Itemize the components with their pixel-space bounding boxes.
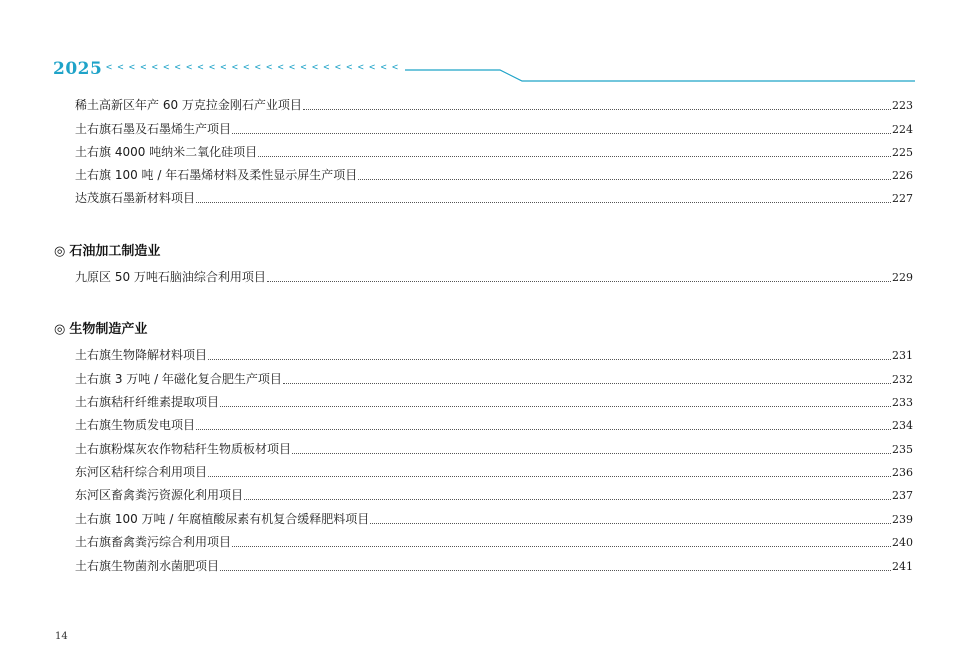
page-header	[0, 56, 972, 86]
dot-leader	[370, 522, 891, 524]
dot-leader	[208, 475, 891, 477]
toc-entry[interactable]	[75, 96, 913, 114]
toc-entry-title: 土右旗石墨及石墨烯生产项目	[75, 122, 232, 136]
dot-leader	[196, 428, 891, 430]
section-heading	[54, 318, 147, 337]
dot-leader	[244, 498, 891, 500]
toc-entry-title: 稀土高新区年产 60 万克拉金刚石产业项目	[75, 98, 302, 112]
dot-leader	[196, 201, 891, 203]
section-mark-icon: ◎	[54, 244, 66, 259]
dot-leader	[283, 382, 891, 384]
toc-entry-page: 239	[892, 513, 913, 526]
toc-entry[interactable]	[75, 143, 913, 161]
toc-entry[interactable]	[75, 463, 913, 481]
toc-entry-page: 235	[892, 443, 913, 456]
dot-leader	[232, 132, 891, 134]
toc-entry-title: 土右旗 100 吨 / 年石墨烯材料及柔性显示屏生产项目	[75, 168, 358, 182]
toc-entry-page: 231	[892, 349, 913, 362]
dot-leader	[220, 405, 891, 407]
toc-entry-title: 土右旗畜禽粪污综合利用项目	[75, 535, 232, 549]
year-label: 2025	[53, 59, 103, 79]
toc-entry-page: 234	[892, 419, 913, 432]
toc-entry-page: 226	[892, 169, 913, 182]
toc-entry[interactable]	[75, 533, 913, 551]
toc-entry[interactable]	[75, 120, 913, 138]
dot-leader	[232, 545, 891, 547]
dot-leader	[292, 452, 891, 454]
toc-entry[interactable]	[75, 393, 913, 411]
toc-entry-title: 东河区秸秆综合利用项目	[75, 465, 208, 479]
dot-leader	[358, 178, 891, 180]
toc-entry-page: 223	[892, 99, 913, 112]
section-heading-text: 石油加工制造业	[69, 244, 161, 259]
dot-leader	[208, 358, 891, 360]
toc-entry[interactable]	[75, 557, 913, 575]
toc-entry-title: 土右旗生物降解材料项目	[75, 348, 208, 362]
toc-entry-page: 227	[892, 192, 913, 205]
dot-leader	[220, 569, 891, 571]
toc-entry[interactable]	[75, 370, 913, 388]
dot-leader	[303, 108, 891, 110]
toc-entry-page: 237	[892, 489, 913, 502]
toc-entry-page: 225	[892, 146, 913, 159]
toc-entry[interactable]	[75, 346, 913, 364]
toc-entry-title: 土右旗生物菌剂水菌肥项目	[75, 559, 220, 573]
toc-entry-page: 241	[892, 560, 913, 573]
toc-entry-page: 240	[892, 536, 913, 549]
toc-entry-page: 233	[892, 396, 913, 409]
toc-entry-page: 236	[892, 466, 913, 479]
dot-leader	[267, 280, 891, 282]
toc-entry[interactable]	[75, 486, 913, 504]
toc-entry-title: 土右旗生物质发电项目	[75, 418, 196, 432]
toc-entry[interactable]	[75, 510, 913, 528]
toc-entry-title: 土右旗秸秆纤维素提取项目	[75, 395, 220, 409]
section-mark-icon: ◎	[54, 322, 66, 337]
section-heading-text: 生物制造产业	[69, 322, 148, 337]
toc-entry-title: 土右旗 3 万吨 / 年磁化复合肥生产项目	[75, 372, 282, 386]
toc-entry[interactable]	[75, 440, 913, 458]
toc-entry-title: 土右旗粉煤灰农作物秸秆生物质板材项目	[75, 442, 292, 456]
page-number: 14	[55, 631, 68, 642]
chevron-decoration: < < < < < < < < < < < < < < < < < < < < < < < < < <	[106, 62, 398, 73]
dot-leader	[258, 155, 891, 157]
toc-entry[interactable]	[75, 416, 913, 434]
toc-entry-page: 232	[892, 373, 913, 386]
toc-entry-title: 达茂旗石墨新材料项目	[75, 191, 196, 205]
toc-entry-title: 土右旗 100 万吨 / 年腐植酸尿素有机复合缓释肥料项目	[75, 512, 370, 526]
toc-entry[interactable]	[75, 189, 913, 207]
toc-entry-title: 九原区 50 万吨石脑油综合利用项目	[75, 270, 266, 284]
toc-entry[interactable]	[75, 268, 913, 286]
toc-entry-title: 东河区畜禽粪污资源化利用项目	[75, 488, 244, 502]
toc-entry-page: 229	[892, 271, 913, 284]
section-heading	[54, 240, 160, 259]
toc-entry[interactable]	[75, 166, 913, 184]
toc-entry-title: 土右旗 4000 吨纳米二氧化硅项目	[75, 145, 258, 159]
toc-entry-page: 224	[892, 123, 913, 136]
